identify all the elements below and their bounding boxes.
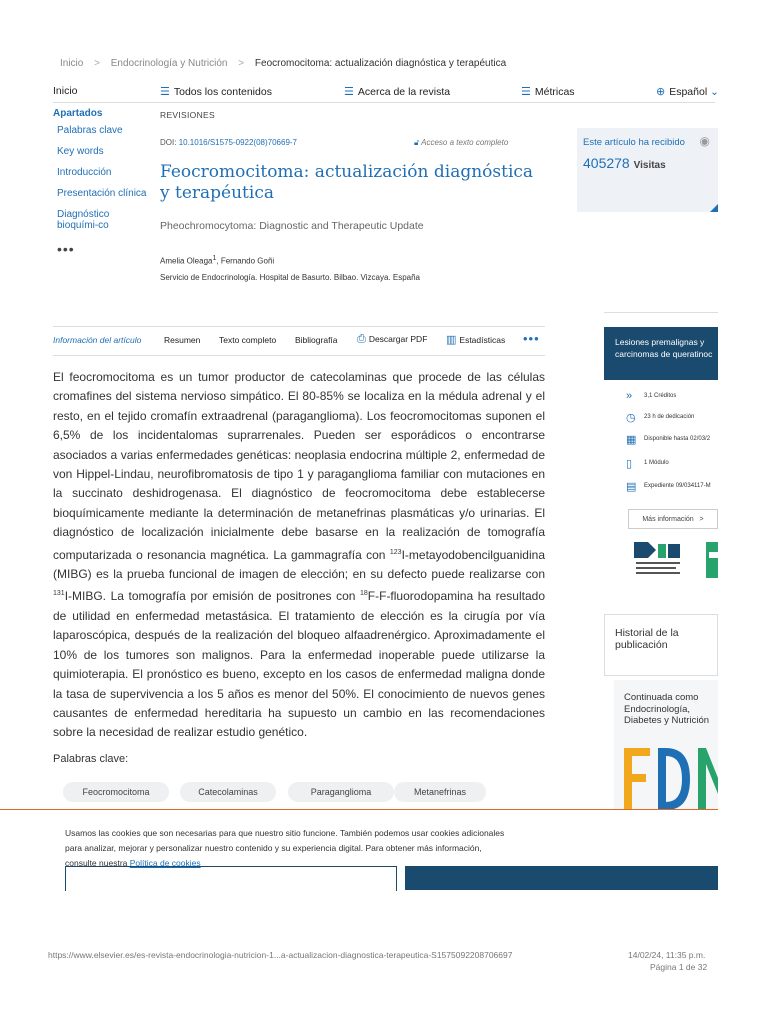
bar-chart-icon: ▥ — [446, 334, 457, 346]
breadcrumb-current: Feocromocitoma: actualización diagnóstica y terapéutica — [254, 58, 507, 69]
article-doi: DOI: 10.1016/S1575-0922(08)70669-7 — [160, 138, 298, 147]
keyword-chip[interactable]: Paraganglioma — [288, 782, 394, 802]
list-icon: ☰ — [160, 86, 170, 98]
article-affiliation: Servicio de Endocrinología. Hospital de Basurto. Bilbao. Vizcaya. España — [160, 273, 421, 282]
breadcrumb-separator: > — [94, 58, 100, 69]
footer-url: https://www.elsevier.es/es-revista-endocrinologia-nutricion-1...a-actualizacion-diagnostica-terapeutica-S1575092208706697 — [48, 950, 513, 960]
tab-bibliography[interactable]: Bibliografía — [295, 335, 338, 345]
list-icon: ☰ — [344, 86, 354, 98]
abstract-text: El feocromocitoma es un tumor productor de catecolaminas que procede de las células cromafines del sistema nervioso simpático. El 80-85% se localiza en la médula adrenal y el resto, en el tejido cromafín extraadrenal (paraganglioma). Los feocromocitomas suponen el 6,5% de los incidentalomas suprarrenales. Pueden ser esporádicos o encontrarse asociados a varias enfermedades genéticas: neoplasia endocrina múltiple 2, enfermedad de von Hippel-Lindau, neurofibromatosis de tipo 1 y paraganglioma familiar con mutaciones en la succinato deshidrogenasa. El diagnóstico de feocromocitoma debe establecerse bioquímicamente mediante la determinación de metanefrinas plasmáticas y/o urinarias. El diagnóstico de localización inicialmente debe basarse en la realización de tomografía computarizada o resonancia magnética. La gammagrafía con $^{123}$I-metayodobencilguanidina (MIBG) es la prueba funcional de imagen de elección; en su defecto puede realizarse con $^{131}$I-MIBG. La tomografía por emisión de positrones con $^{18}$F-F-fluorodopamina ha resultado de utilidad en enfermedad metastásica. El tratamiento de elección es la cirugía por vía laparoscópica, después de la realización del bloqueo alfaadrenérgico. Aproximadamente el 10% de los tumores son malignos. Para la enfermedad inoperable puede utilizarse la quimioterapia. El pronóstico es bueno, excepto en los casos de enfermedad maligna donde la tasa de supervivencia a los 5 años es menor del 50%. El conocimiento de nuevos genes causantes de enfermedad hereditaria ha supuesto un cambio en las recomendaciones sobre la necesidad de realizar estudio genético. — [53, 370, 545, 740]
article-authors — [160, 255, 274, 266]
sidebar-item-diagnosis[interactable]: Diagnóstico bioquími-co — [57, 209, 110, 231]
article-type: REVISIONES — [160, 110, 215, 120]
continued-as-text: Continuada como Endocrinología, Diabetes y Nutrición — [624, 692, 710, 726]
keyword-chip[interactable]: Catecolaminas — [180, 782, 276, 802]
cookie-accept-button[interactable] — [405, 866, 718, 890]
sidebar-item-introduction[interactable]: Introducción — [57, 167, 112, 178]
download-icon: ⎙ — [357, 333, 366, 345]
tab-statistics[interactable]: ▥ Estadísticas — [446, 334, 506, 346]
keyword-chip[interactable]: Feocromocitoma — [63, 782, 169, 802]
cookie-banner — [0, 810, 718, 905]
footer-date: 14/02/24, 11:35 p.m. — [628, 950, 706, 960]
keyword-chip[interactable]: Metanefrinas — [394, 782, 486, 802]
nav-home[interactable]: Inicio — [53, 85, 78, 97]
sidebar-item-keywords-es[interactable]: Palabras clave — [57, 125, 123, 136]
tab-full-text[interactable]: Texto completo — [219, 335, 277, 345]
author-link[interactable]: , Fernando Goñi — [216, 256, 275, 266]
visits-box — [577, 128, 718, 212]
cookie-settings-button[interactable] — [65, 866, 397, 891]
clock-icon: ◷ — [626, 412, 636, 424]
divider — [604, 312, 718, 313]
nav-about-journal[interactable]: ☰ Acerca de la revista — [344, 86, 451, 98]
article-title: Feocromocitoma: actualización diagnóstica y terapéutica — [160, 162, 534, 203]
tab-summary[interactable]: Resumen — [164, 335, 201, 345]
nav-metrics[interactable]: ☰ Métricas — [521, 86, 575, 98]
unlock-icon: 🔓︎ — [414, 138, 420, 147]
article-subtitle: Pheochromocytoma: Diagnostic and Therapeutic Update — [160, 220, 424, 232]
footer-page: Página 1 de 32 — [650, 962, 708, 972]
sidebar-item-keywords-en[interactable]: Key words — [57, 146, 104, 157]
sidebar-item-clinical[interactable]: Presentación clínica — [57, 188, 147, 199]
document-icon: ▤ — [626, 481, 637, 493]
tabs-more-button[interactable]: ••• — [523, 331, 540, 346]
cookie-text: Usamos las cookies que son necesarias para que nuestro sitio funcione. También podemos usar cookies adicionales para analizar, mejorar y personalizar nuestro contenido y su experiencia digital. Para obtener más información, consulte nuestra Política de cookies — [65, 828, 505, 868]
accreditation-logo — [632, 540, 688, 580]
download-pdf-button[interactable]: ⎙ Descargar PDF — [357, 333, 428, 345]
globe-icon: ⊕ — [656, 86, 666, 98]
breadcrumb — [60, 58, 506, 69]
visits-count: 405278 Visitas — [583, 155, 666, 171]
publication-history-title: Historial de la publicación — [615, 627, 679, 651]
chevrons-icon: » — [626, 390, 633, 402]
calendar-icon: ▦ — [626, 434, 637, 446]
journal-cover-logo — [624, 748, 718, 810]
eye-icon: ◉ — [699, 134, 710, 148]
article-tabs — [53, 326, 545, 356]
author-link[interactable]: Amelia Oleaga — [160, 256, 213, 266]
full-text-access: 🔓︎ Acceso a texto completo — [414, 138, 509, 147]
more-info-button[interactable]: Más información > — [628, 509, 718, 529]
doi-link[interactable]: 10.1016/S1575-0922(08)70669-7 — [178, 138, 298, 147]
chevron-right-icon: > — [699, 516, 704, 523]
sidebar-more-button[interactable]: ••• — [57, 241, 75, 257]
visits-label: Este artículo ha recibido — [583, 137, 685, 148]
keywords-label: Palabras clave: — [53, 753, 129, 765]
book-icon: ▯ — [626, 458, 633, 470]
continued-as-box[interactable] — [614, 680, 718, 810]
nav-all-contents[interactable]: ☰ Todos los contenidos — [160, 86, 272, 98]
author-mark: 1 — [212, 255, 217, 262]
sidebar-header: Apartados — [53, 108, 103, 119]
corner-marker — [710, 204, 718, 212]
accreditation-logo-secondary — [700, 542, 718, 578]
chevron-down-icon: ⌄ — [707, 86, 719, 98]
breadcrumb-home[interactable]: Inicio — [60, 58, 84, 69]
cookie-policy-link[interactable]: Política de cookies — [129, 858, 201, 868]
publication-history-box[interactable] — [604, 614, 718, 676]
language-selector[interactable]: ⊕ Español ⌄ — [656, 86, 719, 98]
sections-sidebar — [53, 108, 153, 257]
top-nav — [53, 80, 719, 103]
list-icon: ☰ — [521, 86, 531, 98]
course-ad-header[interactable]: Lesiones premalignas y carcinomas de queratinoc — [604, 327, 718, 380]
breadcrumb-separator: > — [238, 58, 245, 69]
visits-unit: Visitas — [633, 160, 666, 171]
tab-article-info[interactable]: Información del artículo — [53, 335, 142, 345]
breadcrumb-section[interactable]: Endocrinología y Nutrición — [110, 58, 228, 69]
